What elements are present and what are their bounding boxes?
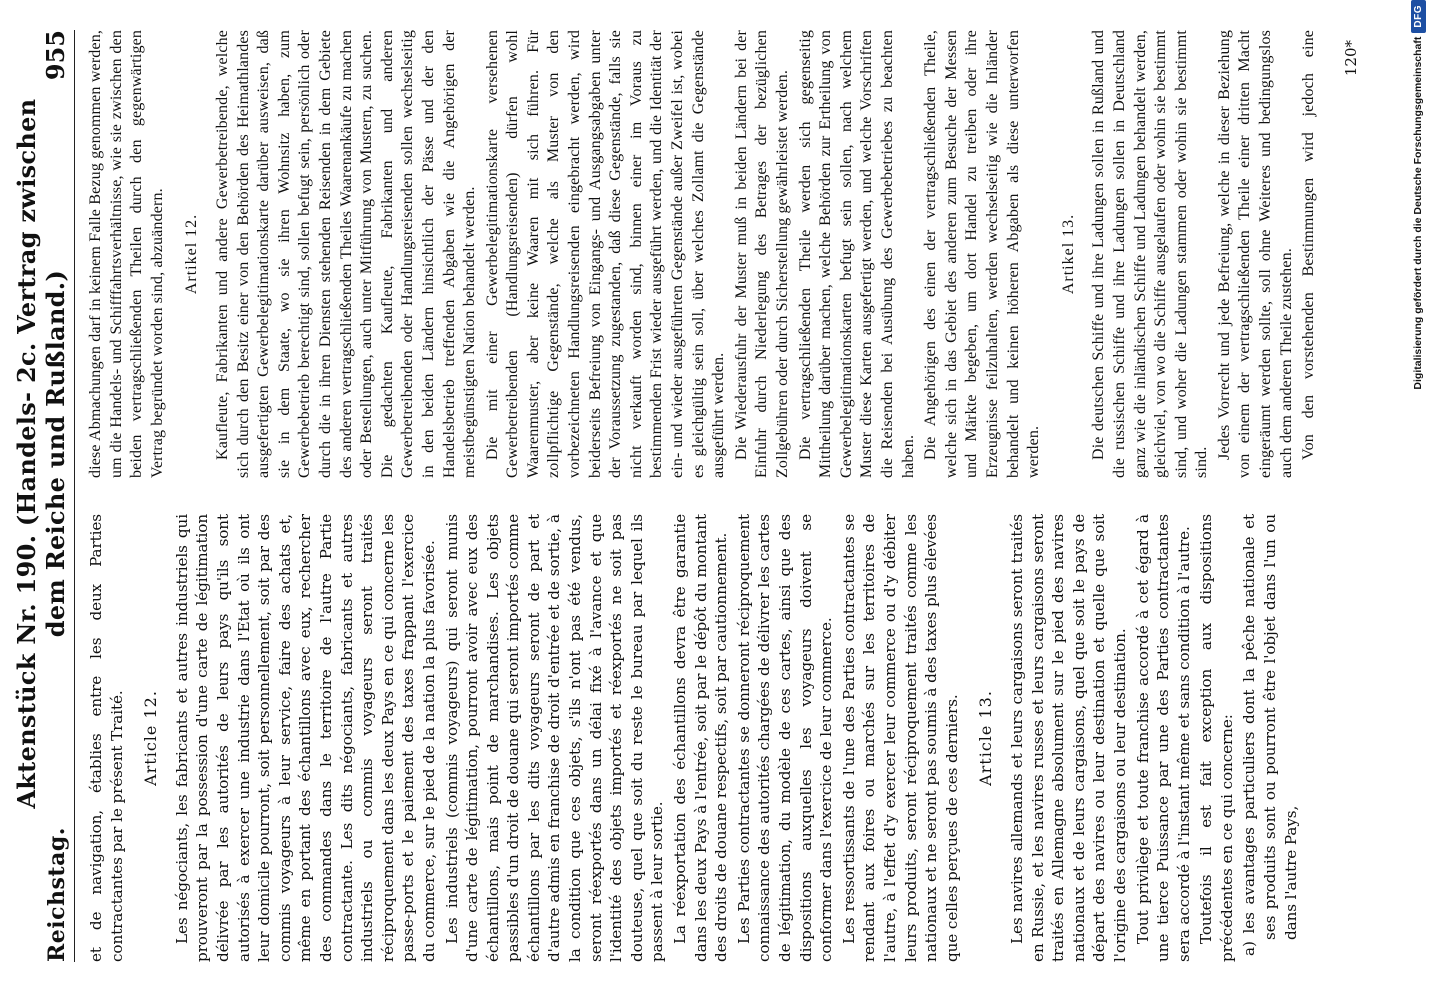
- french-opening: et de navigation, établies entre les deux Parties contractantes par le présent Traité.: [87, 514, 126, 962]
- dfg-logo: DFG: [1411, 0, 1426, 33]
- french-article-12-paragraph: Les négociants, les fabricants et autres industriels qui prouveront par la possession d'une carte de légitimation délivrée par les autorités de leurs pays qu'ils sont autorisés à exercer une industrie dans l'Etat où ils ont leur domicile pourront, soit personnellement, soit par des commis voyageurs à leur service, faire des achats et, même en portant des échantillons avec eux, rechercher des commandes dans le territoire de l'autre Partie contractante. Les dits négociants, fabricants et autres industriels ou commis voyageurs seront traités réciproquement dans les deux Pays en ce qui concerne les passe-ports et le paiement des taxes frappant l'exercice du commerce, sur le pied de la nation la plus favorisée.: [172, 514, 438, 962]
- running-head-title: Aktenstück Nr. 190. (Handels- 2c. Vertrag zwischen dem Reiche und Rußland.): [12, 98, 70, 809]
- german-article-13-paragraph: Die deutschen Schiffe und ihre Ladungen sollen in Rußland und die russischen Schiffe und ihre Ladungen sollen in Deutschland ganz wie die inländischen Schiffe und Ladungen behandelt werden, gleichviel, von wo die Schiffe ausgelaufen oder wohin sie bestimmt sind, und woher die Ladungen stammen oder wohin sie bestimmt sind.: [1090, 30, 1211, 478]
- french-article-13-paragraph: Tout privilège et toute franchise accordé à cet égard à une tierce Puissance par une des Parties contractantes sera accordé à l'instant même et sans condition à l'autre.: [1133, 514, 1193, 962]
- page-number: 955: [41, 30, 70, 81]
- german-article-13-paragraph: Jedes Vorrecht und jede Befreiung, welche in dieser Beziehung von einem der vertragschließenden Theile einer dritten Macht eingeräumt werden sollte, soll ohne Weiteres und bedingungslos auch dem anderen Theile zustehen.: [1215, 30, 1295, 478]
- german-opening: diese Abmachungen darf in keinem Falle Bezug genommen werden, um die Handels- und Schifffahrtsverhältnisse, wie sie zwischen den beiden vertragschließenden Theilen durch den gegenwärtigen Vertrag begründet worden sind, abzuändern.: [87, 30, 166, 478]
- german-article-12-heading: Artikel 12.: [183, 213, 201, 295]
- text-columns: [86, 30, 1320, 962]
- french-article-12-paragraph: Les ressortissants de l'une des Parties contractantes se rendant aux foires ou marchés sur les territoires de l'autre, à l'effet d'y exercer leur commerce ou d'y débiter leurs produits, seront réciproquement traités comme les nationaux et ne seront pas soumis à des taxes plus élevées que celles perçues de ces derniers.: [839, 514, 961, 962]
- french-article-12-paragraph: Les industriels (commis voyageurs) qui seront munis d'une carte de légitimation, pourront avoir avec eux des échantillons, mais point de marchandises. Les objets passibles d'un droit de douane qui seront importés comme échantillons par les dits voyageurs seront de part et d'autre admis en franchise de droit d'entrée et de sortie, à la condition que ces objets, s'ils n'ont pas été vendus, seront réexportés dans un délai fixé à l'avance et que l'identité des objets importés et réexportés ne soit pas douteuse, quel que soit du reste le bureau par lequel ils passent à leur sortie.: [442, 514, 667, 962]
- french-article-13-paragraph: Les navires allemands et leurs cargaisons seront traités en Russie, et les navires russes et leurs cargaisons seront traités en Allemagne absolument sur le pied des navires nationaux et de leurs cargaisons, quel que soit le pays de départ des navires ou leur destination et quelle que soit l'origine des cargaisons ou leur destination.: [1007, 514, 1129, 962]
- digitization-notice: [1404, 0, 1432, 620]
- german-article-13-heading: Artikel 13.: [1059, 213, 1077, 295]
- french-article-13-paragraph: Toutefois il est fait exception aux dispositions précédentes en ce qui concerne:: [1197, 514, 1236, 962]
- german-article-13-paragraph: Von den vorstehenden Bestimmungen wird jedoch eine: [1300, 30, 1318, 460]
- french-article-12-paragraph: La réexportation des échantillons devra être garantie dans les deux Pays à l'entrée, soit par le dépôt du montant des droits de douane respectifs, soit par cautionnement.: [671, 514, 731, 962]
- german-article-12-paragraph: Die Angehörigen des einen der vertragschließenden Theile, welche sich in das Gebiet des anderen zum Besuche der Messen und Märkte begeben, um dort Handel zu treiben oder ihre Erzeugnisse feilzuhalten, werden wechselseitig wie die Inländer behandelt und keinen höheren Abgaben als diese unterworfen werden.: [922, 30, 1043, 478]
- digitization-notice-strip: [1404, 0, 1432, 1000]
- digitization-notice-text: Digitalisierung gefördert durch die Deutsche Forschungsgemeinschaft: [1412, 36, 1424, 390]
- german-article-12-paragraph: Die vertragschließenden Theile werden sich gegenseitig Mittheilung darüber machen, welche Behörden zur Ertheilung von Gewerbelegitimationskarten befugt sein sollen, nach welchem Muster diese Karten ausgefertigt werden, und welche Vorschriften die Reisenden bei Ausübung des Gewerbebetriebes zu beachten haben.: [796, 30, 917, 478]
- french-article-12-paragraph: Les Parties contractantes se donneront réciproquement connaissance des autorités chargées de délivrer les cartes de légitimation, du modèle de ces cartes, ainsi que des dispositions auxquelles les voyageurs doivent se conformer dans l'exercice de leur commerce.: [734, 514, 836, 962]
- german-article-12-paragraph: Die mit einer Gewerbelegitimationskarte versehenen Gewerbetreibenden (Handlungsreisenden) dürfen wohl Waarenmuster, aber keine Waaren mit sich führen. Für zollpflichtige Gegenstände, welche als Muster von den vorbezeichneten Handlungsreisenden eingebracht werden, wird beiderseits Befreiung von Eingangs- und Ausgangsabgaben unter der Voraussetzung zugestanden, daß diese Gegenstände, falls sie nicht verkauft worden sind, binnen einer im Voraus zu bestimmenden Frist wieder ausgeführt werden, und die Identität der ein- und wieder ausgeführten Gegenstände außer Zweifel ist, wobei es gleichgültig sein soll, über welches Zollamt die Gegenstände ausgeführt werden.: [483, 30, 728, 478]
- german-article-12-paragraph: Kaufleute, Fabrikanten und andere Gewerbetreibende, welche sich durch den Besitz einer von den Behörden des Heimathlandes ausgefertigten Gewerbelegitimationskarte darüber ausweisen, daß sie in dem Staate, wo sie ihren Wohnsitz haben, zum Gewerbebetrieb berechtigt sind, sollen befugt sein, persönlich oder durch die in ihren Diensten stehenden Reisenden in dem Gebiete des anderen vertragschließenden Theiles Waarenankäufe zu machen oder Bestellungen, auch unter Mitführung von Mustern, zu suchen. Die gedachten Kaufleute, Fabrikanten und anderen Gewerbetreibenden oder Handlungsreisenden sollen wechselseitig in den beiden Ländern hinsichtlich der Pässe und der den Handelsbetrieb treffenden Abgaben wie die Angehörigen der meistbegünstigten Nation behandelt werden.: [213, 30, 479, 478]
- running-head-left: Reichstag.: [44, 827, 70, 962]
- french-article-12-heading: Article 12.: [141, 690, 161, 786]
- signature-mark: 120*: [1342, 40, 1360, 77]
- german-article-12-paragraph: Die Wiederausfuhr der Muster muß in beiden Ländern bei der Einfuhr durch Niederlegung des Betrages der bezüglichen Zollgebühren oder durch Sicherstellung gewährleistet werden.: [732, 30, 791, 478]
- french-article-13-heading: Article 13.: [976, 690, 996, 786]
- french-article-13-item-a: a) les avantages particuliers dont la pêche nationale et ses produits sont ou pourront être l'objet dans l'un ou dans l'autre Pays,: [1240, 514, 1300, 956]
- running-head: [12, 30, 75, 962]
- german-column: [86, 30, 1320, 478]
- french-column: [86, 514, 1320, 962]
